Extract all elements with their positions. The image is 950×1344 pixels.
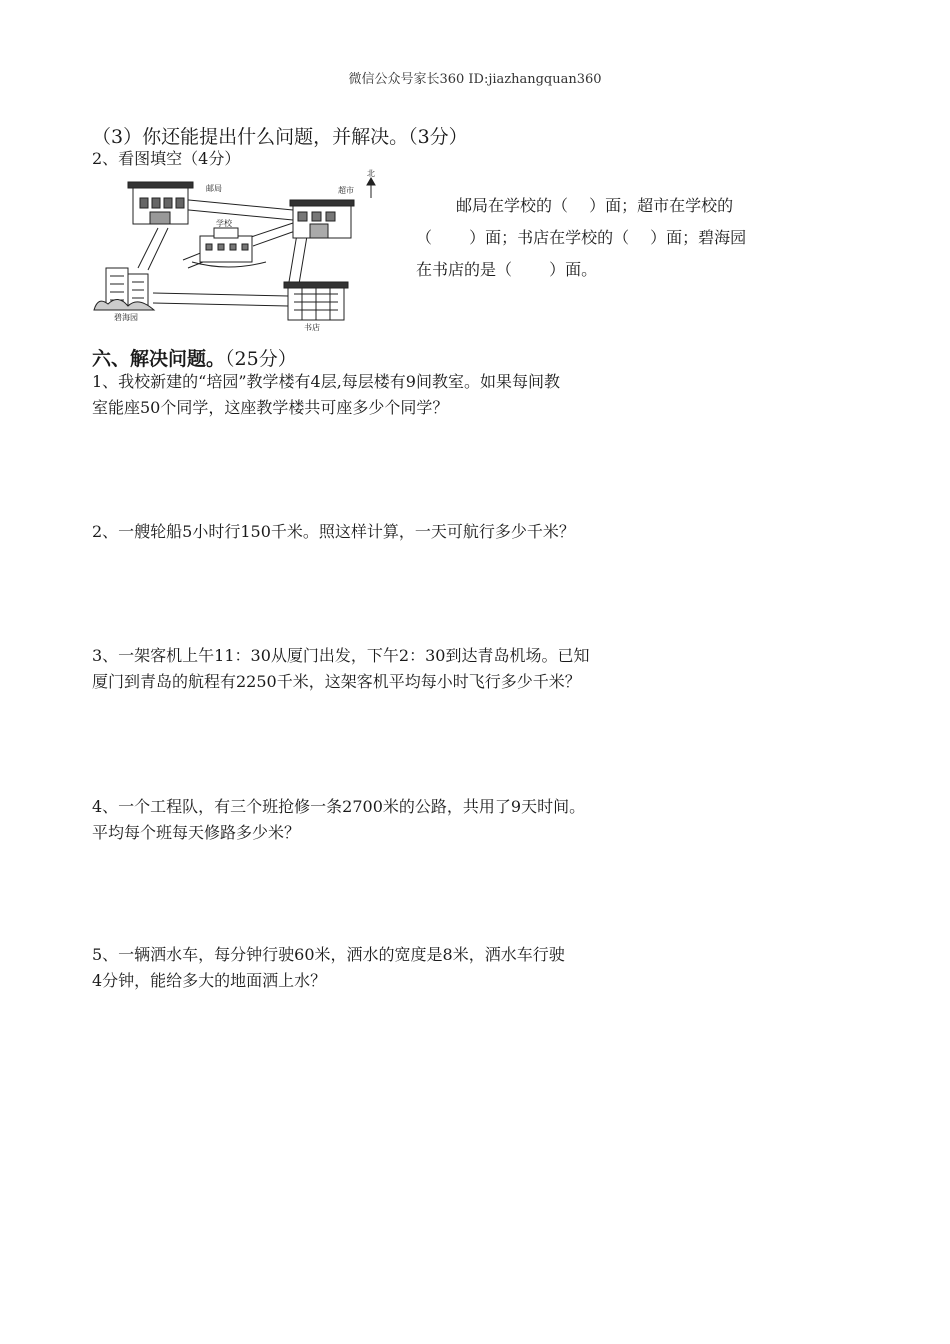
bookstore-building bbox=[284, 282, 348, 320]
supermarket-building bbox=[290, 200, 354, 238]
bihaiyuan-buildings bbox=[94, 268, 154, 310]
school-label: 学校 bbox=[216, 219, 232, 228]
bihaiyuan-label: 碧海园 bbox=[114, 313, 138, 322]
problem-1: 1、我校新建的“培园”教学楼有4层,每层楼有9间教室。如果每间教 室能座50个同学，这座教学楼共可座多少个同学？ bbox=[92, 372, 560, 417]
bookstore-label: 书店 bbox=[304, 323, 320, 332]
fill-line-1: 邮局在学校的（ ）面；超市在学校的 bbox=[456, 196, 734, 215]
problem-5: 5、一辆洒水车，每分钟行驶60米，洒水的宽度是8米，洒水车行驶 4分钟，能给多大的地面洒上水？ bbox=[92, 945, 565, 990]
problem-4: 4、一个工程队，有三个班抢修一条2700米的公路，共用了9天时间。 平均每个班每天修路多少米？ bbox=[92, 797, 586, 842]
problem-2: 2、一艘轮船5小时行150千米。照这样计算，一天可航行多少千米？ bbox=[92, 522, 575, 541]
north-label: 北 bbox=[367, 169, 375, 178]
fill-line-2: （ ）面；书店在学校的（ ）面；碧海园 bbox=[416, 228, 747, 247]
problem-3: 3、一架客机上午11：30从厦门出发，下午2：30到达青岛机场。已知 厦门到青岛的航程有2250千米，这架客机平均每小时飞行多少千米？ bbox=[92, 646, 590, 691]
question-2-title: 2、看图填空（4分） bbox=[92, 149, 241, 168]
fill-in-blanks bbox=[416, 190, 788, 286]
post-office-building bbox=[128, 182, 193, 224]
school-building bbox=[192, 228, 266, 267]
north-arrow bbox=[367, 178, 375, 198]
post-office-label: 邮局 bbox=[206, 184, 222, 193]
fill-line-3: 在书店的是（ ）面。 bbox=[416, 260, 598, 279]
section-6-title: 六、解决问题。（25分） bbox=[92, 348, 297, 370]
map-illustration bbox=[88, 168, 388, 333]
question-3: （3）你还能提出什么问题，并解决。（3分） bbox=[92, 126, 468, 148]
supermarket-label: 超市 bbox=[338, 186, 354, 195]
page-header: 微信公众号家长360 ID:jiazhangquan360 bbox=[348, 72, 602, 87]
section-6-score: （25分） bbox=[225, 348, 297, 370]
